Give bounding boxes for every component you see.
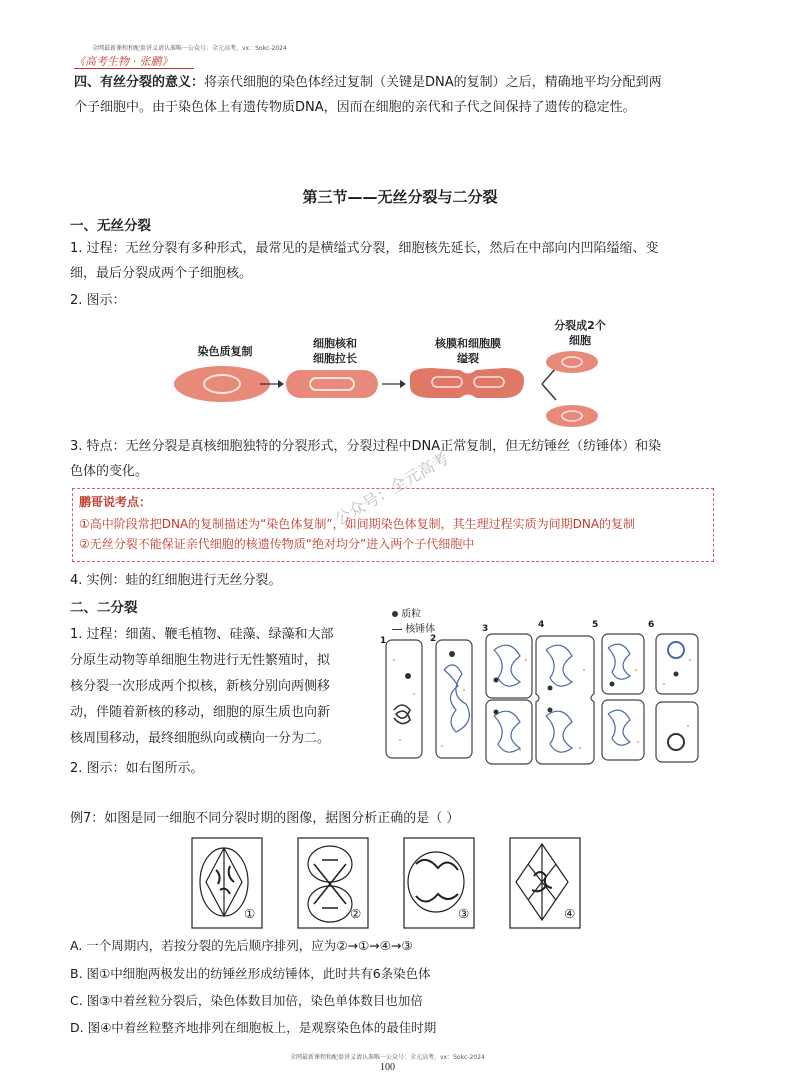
amitosis-process-line2: 细，最后分裂成两个子细胞核。 — [70, 266, 253, 281]
brand-underline — [74, 68, 194, 69]
bf-cell-1 — [386, 640, 422, 758]
daughter-cell-bottom — [546, 405, 598, 427]
step-4: 4 — [538, 620, 545, 630]
step-3: 3 — [482, 624, 489, 634]
bf-cell-6b — [656, 702, 698, 762]
bf-cell-3b — [486, 700, 532, 764]
diagram-label-3: 核膜和细胞膜 缢裂 — [435, 337, 501, 365]
brand-label: 《高考生物 · 张鹏》 — [74, 55, 173, 68]
cell-stage-3 — [410, 368, 524, 398]
exam-point-1: ①高中阶段常把DNA的复制描述为“染色体复制”，如间期染色体复制，其生理过程实质为间期DNA的复制 — [79, 517, 636, 531]
option-a: A. 一个周期内，若按分裂的先后顺序排列，应为②→①→④→③ — [70, 938, 413, 953]
watermark: 公众号：全元高考 — [331, 448, 452, 530]
step-2: 2 — [430, 634, 437, 644]
binary-heading: 二、二分裂 — [70, 600, 138, 616]
cell-stage-2 — [286, 370, 378, 398]
amitosis-process — [70, 236, 760, 286]
footer-notice: 全网最新课程和配套讲义请认准唯一公众号：全元高考，vx：Sokc-2024 — [290, 1054, 485, 1061]
header-notice: 全网最新课程和配套讲义请认准唯一公众号：全元高考，vx：Sokc-2024 — [92, 45, 287, 52]
amitosis-heading: 一、无丝分裂 — [70, 218, 151, 234]
option-d: D. 图④中着丝粒整齐地排列在细胞板上，是观察染色体的最佳时期 — [70, 1020, 437, 1035]
binary-line-4: 动，伴随着新核的移动，细胞的原生质也向新 — [70, 705, 331, 720]
exam-point-title: 鹏哥说考点： — [79, 495, 152, 509]
bf-cell-4 — [536, 636, 594, 764]
q-figure-num-3: ③ — [458, 906, 470, 921]
diagram-label-2: 细胞核和 细胞拉长 — [313, 337, 357, 365]
step-1: 1 — [380, 636, 387, 646]
bf-cell-2 — [436, 640, 472, 758]
binary-line-2: 分原生动物等单细胞生物进行无性繁殖时，拟 — [70, 653, 331, 668]
amitosis-process-line1: 1. 过程：无丝分裂有多种形式，最常见的是横缢式分裂，细胞核先延长，然后在中部向内凹陷缢缩、变 — [70, 241, 659, 256]
option-b: B. 图①中细胞两极发出的纺锤丝形成纺锤体，此时共有6条染色体 — [70, 966, 431, 981]
significance-heading: 四、有丝分裂的意义： — [74, 75, 205, 90]
binary-process — [70, 622, 370, 752]
significance-line2: 个子细胞中。由于染色体上有遗传物质DNA，因而在细胞的亲代和子代之间保持了遗传的稳定性。 — [74, 100, 636, 115]
amitosis-diagram — [170, 340, 620, 440]
legend-plasmid-label: 质粒 — [401, 609, 422, 620]
legend-spindle-label: 核锤体 — [405, 624, 436, 635]
bf-cell-3a — [486, 634, 532, 698]
arrow-2 — [382, 380, 406, 388]
split-bracket — [542, 368, 556, 400]
exam-point-2: ②无丝分裂不能保证亲代细胞的核遗传物质“绝对均分”进入两个子代细胞中 — [79, 537, 475, 551]
significance-line1: 将亲代细胞的染色体经过复制（关键是DNA的复制）之后，精确地平均分配到两 — [204, 75, 662, 90]
question-stem: 例7：如图是同一细胞不同分裂时期的图像，据图分析正确的是（ ） — [70, 811, 460, 826]
q-figure-num-1: ① — [244, 906, 256, 921]
legend-plasmid — [392, 605, 421, 620]
section-title: 第三节——无丝分裂与二分裂 — [302, 188, 498, 206]
amitosis-example: 4. 实例：蛙的红细胞进行无丝分裂。 — [70, 573, 282, 588]
amitosis-figure-label: 2. 图示： — [70, 293, 126, 308]
diagram-label-1: 染色质复制 — [197, 345, 253, 358]
q-figure-num-2: ② — [350, 906, 362, 921]
binary-fission-diagram — [380, 630, 710, 770]
binary-line-1: 1. 过程：细菌、鞭毛植物、硅藻、绿藻和大部 — [70, 627, 334, 642]
binary-line-5: 核周围移动，最终细胞纵向或横向一分为二。 — [70, 731, 331, 746]
amitosis-feature-line2: 色体的变化。 — [70, 464, 149, 479]
diagram-label-4: 分裂成2个 细胞 — [554, 319, 606, 347]
q-figure-num-4: ④ — [564, 906, 576, 921]
step-5: 5 — [592, 620, 599, 630]
option-c: C. 图③中着丝粒分裂后，染色体数目加倍，染色单体数目也加倍 — [70, 993, 423, 1008]
significance-paragraph — [74, 70, 754, 120]
binary-line-3: 核分裂一次形成两个拟核，新核分别向两侧移 — [70, 679, 331, 694]
step-6: 6 — [648, 620, 655, 630]
amitosis-feature-line1: 3. 特点：无丝分裂是真核细胞独特的分裂形式，分裂过程中DNA正常复制，但无纺锤丝（纺锤体）和染 — [70, 439, 662, 454]
page-number: 100 — [380, 1062, 395, 1073]
plasmid-icon — [392, 611, 398, 617]
daughter-cell-top — [546, 351, 598, 373]
cell-stage-1 — [174, 366, 270, 402]
binary-figure-label: 2. 图示：如右图所示。 — [70, 761, 204, 776]
